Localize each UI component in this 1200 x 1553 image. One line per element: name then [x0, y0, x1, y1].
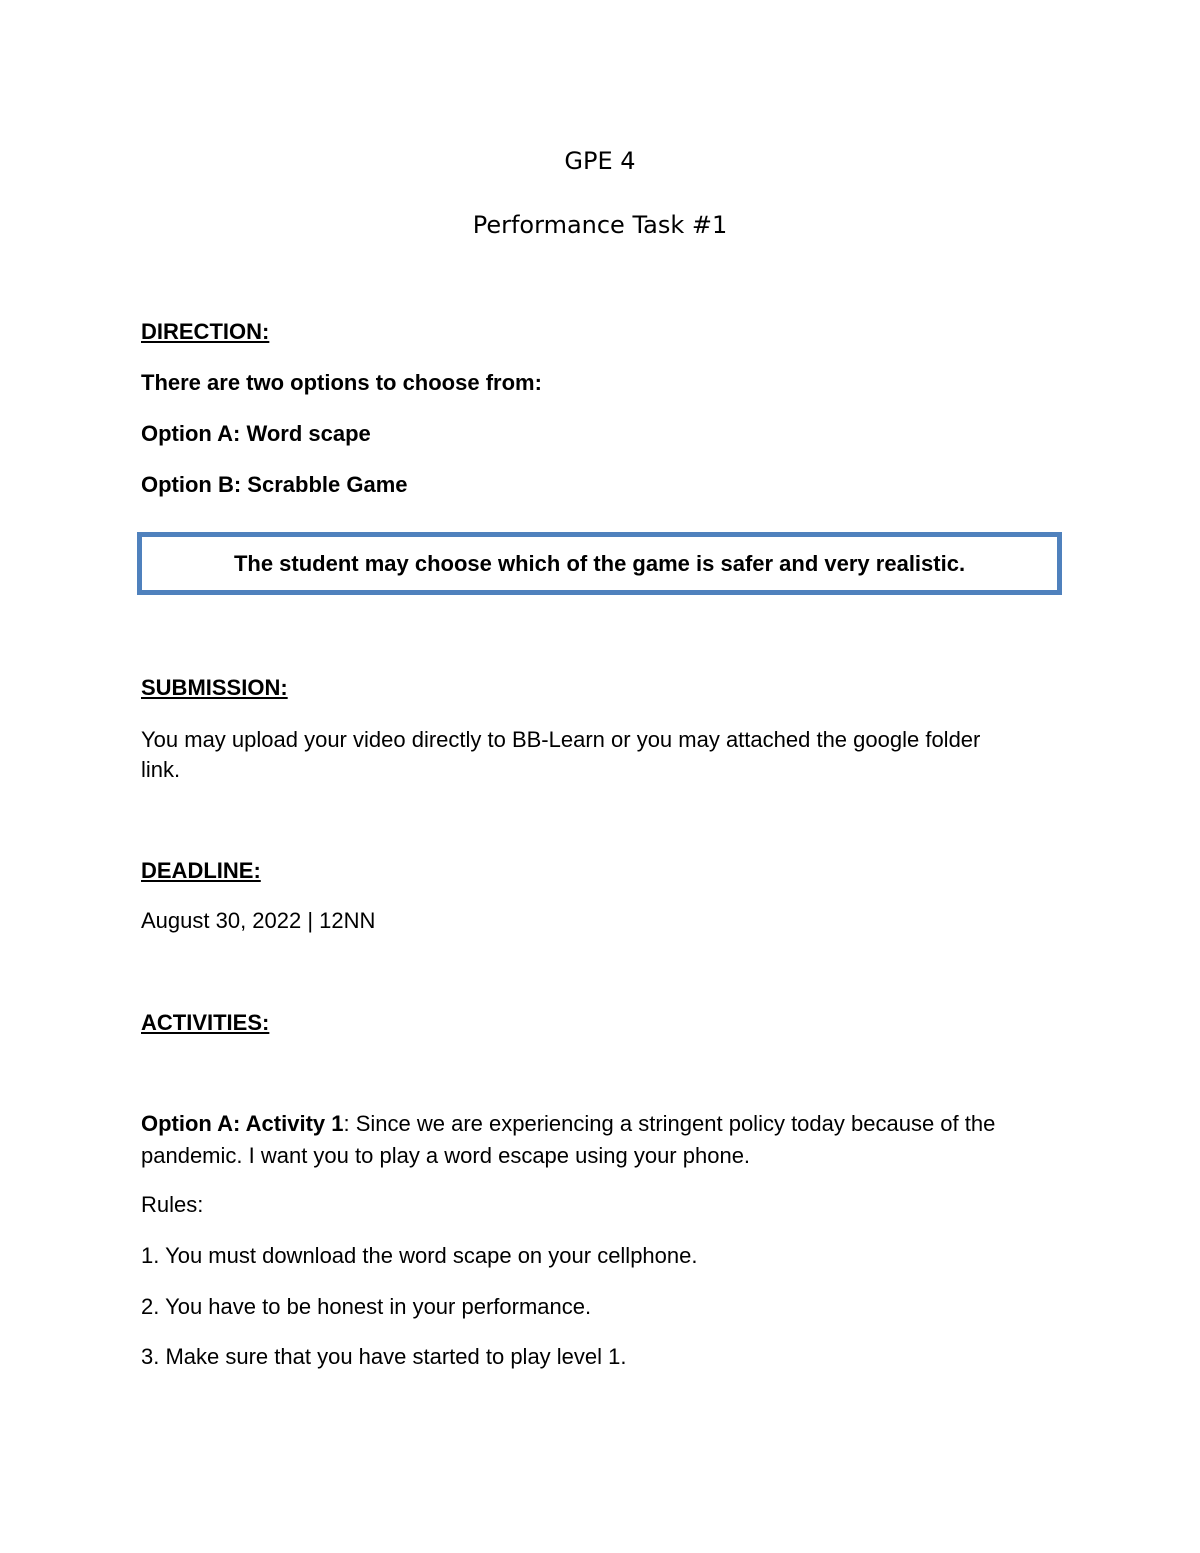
activity-text-2: pandemic. I want you to play a word escape using your phone.	[141, 1143, 751, 1168]
direction-intro: There are two options to choose from:	[141, 370, 542, 395]
submission-heading: SUBMISSION:	[141, 675, 288, 700]
activities-heading: ACTIVITIES:	[141, 1010, 270, 1035]
activity-text-1: : Since we are experiencing a stringent policy today because of the	[343, 1111, 996, 1136]
rule-item: 1. You must download the word scape on your cellphone.	[141, 1243, 698, 1268]
submission-text-2: link.	[141, 757, 181, 782]
option-b: Option B: Scrabble Game	[141, 472, 408, 497]
rule-item: 2. You have to be honest in your performance.	[141, 1294, 592, 1319]
option-a: Option A: Word scape	[141, 421, 371, 446]
document-subtitle: Performance Task #1	[472, 211, 728, 239]
rules-label: Rules:	[141, 1192, 204, 1217]
direction-heading: DIRECTION:	[141, 319, 270, 344]
deadline-heading: DEADLINE:	[141, 858, 261, 883]
note-box: The student may choose which of the game is safer and very realistic.	[137, 532, 1062, 595]
rule-item: 3. Make sure that you have started to play level 1.	[141, 1344, 627, 1369]
submission-text-1: You may upload your video directly to BB-Learn or you may attached the google folder	[141, 727, 981, 752]
activity-label: Option A: Activity 1	[141, 1111, 344, 1136]
deadline-value: August 30, 2022 | 12NN	[141, 908, 376, 933]
activity-line-1	[141, 1111, 995, 1137]
document-title: GPE 4	[564, 147, 636, 175]
